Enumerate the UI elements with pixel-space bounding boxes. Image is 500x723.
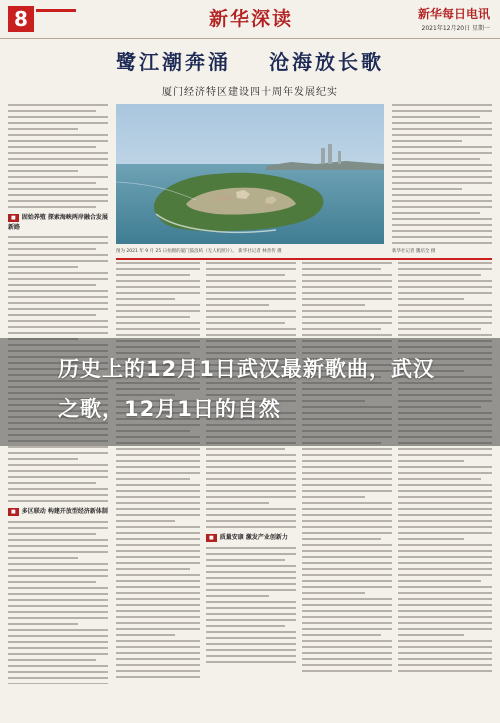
section-title-2: ■ 多区联动 构建开放型经济新体制 (8, 506, 108, 516)
headline-left: 鹭江潮奔涌 (116, 50, 232, 74)
section-tag: ■ (8, 508, 19, 516)
sub-headline: 厦门经济特区建设四十周年发展纪实 (162, 87, 338, 98)
headline-right: 沧海放长歌 (268, 50, 384, 74)
masthead (0, 0, 500, 39)
main-headline (0, 46, 500, 75)
overlay-title: 历史上的12月1日武汉最新歌曲，武汉之歌，12月1日的自然 (58, 357, 435, 421)
island-aerial-photo (116, 104, 384, 244)
body-column-4 (398, 262, 492, 682)
photo-caption: 图为 2021 年 9 月 25 日拍摄的厦门鼓浪屿（无人机照片）。 新华社记者 林善传 摄 (116, 249, 282, 254)
body-column-2 (206, 262, 296, 682)
photo-credit: 新华社记者 魏培全 摄 (392, 249, 436, 254)
section-tag: ■ (206, 534, 217, 542)
section-mark (36, 9, 76, 12)
issue-date: 2021年12月20日 星期一 (421, 25, 490, 32)
section-title-1: ■ 固始养殖 探索海峡两岸融合发展新路 (8, 214, 108, 231)
section-title-mid: ■ 质量安康 激发产业创新力 (206, 532, 296, 542)
body-column-3 (302, 262, 392, 682)
body-column-1 (116, 262, 200, 682)
right-column-top (392, 104, 492, 254)
section-name: 新华深读 (208, 8, 293, 30)
photo-illustration (116, 104, 384, 244)
section-tag: ■ (8, 214, 19, 222)
newspaper-brand: 新华每日电讯 (417, 7, 490, 21)
page-number: 8 (8, 6, 34, 32)
divider-line (116, 258, 492, 260)
